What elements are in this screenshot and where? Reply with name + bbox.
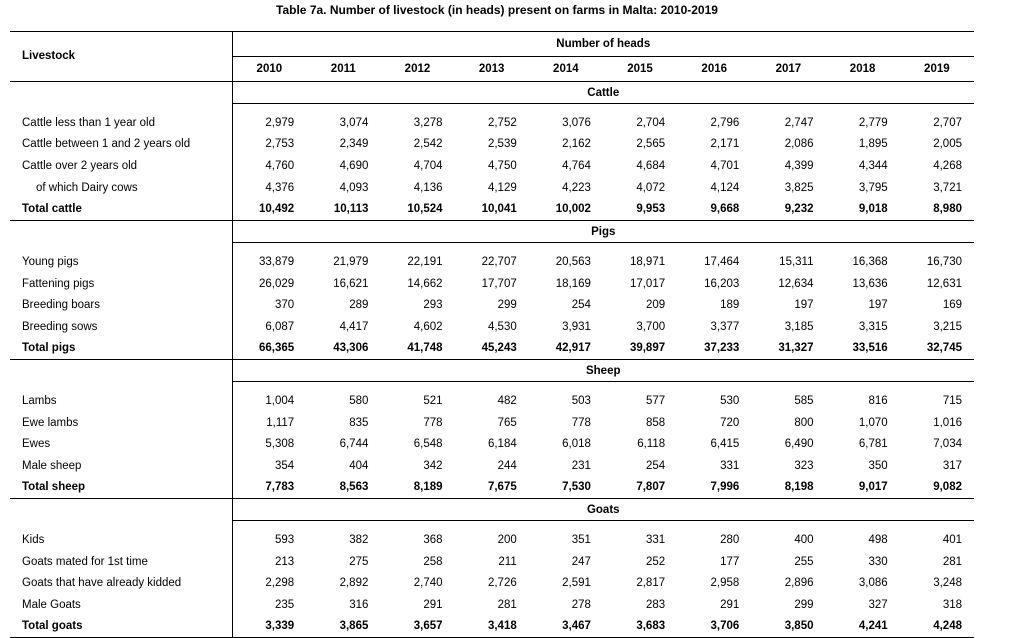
table-cell: 3,721 — [933, 181, 962, 194]
table-cell: 4,602 — [413, 320, 443, 333]
table-cell: 244 — [497, 459, 517, 472]
row-label: Kids — [10, 529, 232, 551]
row-label: Male sheep — [10, 455, 232, 477]
table-cell: 3,315 — [858, 320, 888, 333]
total-label: Total sheep — [10, 477, 232, 499]
table-cell: 6,184 — [487, 438, 517, 451]
table-cell: 765 — [497, 416, 517, 429]
total-cell: 10,113 — [306, 198, 380, 220]
total-cell: 10,041 — [455, 198, 529, 220]
table-cell: 585 — [794, 395, 814, 408]
table-cell: 5,308 — [265, 438, 295, 451]
total-cell: 10,492 — [232, 198, 306, 220]
table-row — [10, 134, 974, 156]
row-label: Breeding sows — [10, 316, 232, 338]
total-cell: 3,339 — [232, 616, 306, 638]
row-label: Young pigs — [10, 251, 232, 273]
section-title: Sheep — [232, 360, 974, 382]
year-header: 2012 — [380, 57, 454, 82]
section-title: Goats — [232, 499, 974, 521]
table-cell: 1,070 — [858, 416, 888, 429]
table-cell: 2,005 — [933, 138, 962, 151]
table-cell: 2,171 — [710, 138, 740, 151]
table-cell: 4,701 — [710, 160, 740, 173]
table-cell: 209 — [645, 299, 666, 312]
total-row — [10, 198, 974, 220]
row-label: Male Goats — [10, 594, 232, 616]
spacer-cell — [232, 382, 974, 391]
table-cell: 2,298 — [265, 577, 295, 590]
table-cell: 482 — [497, 395, 517, 408]
table-cell: 2,591 — [562, 577, 591, 590]
total-cell: 8,198 — [751, 477, 825, 499]
total-cell: 32,745 — [900, 338, 974, 360]
section-label-spacer — [10, 360, 232, 382]
table-cell: 18,971 — [629, 255, 666, 268]
row-label: Lambs — [10, 390, 232, 412]
table-cell: 2,753 — [265, 138, 295, 151]
total-cell: 4,248 — [900, 616, 974, 638]
total-cell: 7,807 — [603, 477, 677, 499]
section-spacer — [10, 382, 974, 391]
table-cell: 3,278 — [413, 116, 443, 129]
table-cell: 2,752 — [487, 116, 517, 129]
section-spacer — [10, 521, 974, 530]
table-cell: 404 — [349, 459, 369, 472]
total-cell: 9,232 — [751, 198, 825, 220]
table-cell: 2,162 — [562, 138, 591, 151]
row-label: Cattle over 2 years old — [10, 155, 232, 177]
section-title: Cattle — [232, 82, 974, 104]
table-cell: 291 — [423, 598, 443, 611]
table-cell: 318 — [942, 598, 962, 611]
total-cell: 3,706 — [677, 616, 751, 638]
table-cell: 715 — [942, 395, 962, 408]
total-cell: 9,668 — [677, 198, 751, 220]
total-cell: 7,530 — [529, 477, 603, 499]
table-cell: 177 — [720, 555, 740, 568]
table-cell: 3,215 — [933, 320, 962, 333]
table-cell: 280 — [720, 534, 740, 547]
total-cell: 45,243 — [455, 338, 529, 360]
total-cell: 8,980 — [900, 198, 974, 220]
table-cell: 6,744 — [339, 438, 369, 451]
table-cell: 281 — [497, 598, 517, 611]
table-cell: 4,344 — [858, 160, 888, 173]
total-cell: 7,675 — [455, 477, 529, 499]
table-cell: 778 — [423, 416, 443, 429]
table-cell: 3,931 — [562, 320, 591, 333]
table-cell: 4,704 — [413, 160, 443, 173]
table-cell: 503 — [571, 395, 591, 408]
row-label: Goats that have already kidded — [10, 572, 232, 594]
table-cell: 720 — [720, 416, 740, 429]
table-cell: 3,825 — [784, 181, 814, 194]
section-header-row — [10, 360, 974, 382]
table-cell: 2,349 — [339, 138, 369, 151]
spacer-cell — [10, 104, 232, 113]
spacer-cell — [10, 243, 232, 252]
year-header: 2010 — [232, 57, 306, 82]
table-cell: 299 — [794, 598, 814, 611]
total-cell: 7,783 — [232, 477, 306, 499]
year-header: 2019 — [900, 57, 974, 82]
table-cell: 2,565 — [636, 138, 666, 151]
table-cell: 4,223 — [562, 181, 591, 194]
table-cell: 18,169 — [555, 277, 591, 290]
table-cell: 197 — [794, 299, 814, 312]
table-cell: 2,958 — [710, 577, 740, 590]
table-cell: 291 — [720, 598, 740, 611]
table-cell: 2,796 — [710, 116, 740, 129]
total-cell: 10,002 — [529, 198, 603, 220]
table-cell: 4,072 — [636, 181, 666, 194]
section-label-spacer — [10, 82, 232, 104]
table-cell: 498 — [868, 534, 888, 547]
table-cell: 800 — [794, 416, 814, 429]
section-spacer — [10, 104, 974, 113]
table-cell: 2,779 — [858, 116, 888, 129]
table-cell: 6,415 — [710, 438, 740, 451]
table-cell: 17,707 — [481, 277, 517, 290]
table-cell: 4,764 — [562, 160, 591, 173]
row-label: of which Dairy cows — [10, 177, 232, 199]
table-cell: 20,563 — [555, 255, 591, 268]
row-label: Cattle between 1 and 2 years old — [10, 134, 232, 156]
table-cell: 16,621 — [333, 277, 369, 290]
table-row — [10, 177, 974, 199]
table-cell: 26,029 — [259, 277, 295, 290]
table-row — [10, 112, 974, 134]
table-cell: 3,795 — [858, 181, 888, 194]
table-cell: 580 — [349, 395, 369, 408]
year-header: 2014 — [529, 57, 603, 82]
table-cell: 530 — [720, 395, 740, 408]
section-header-row — [10, 82, 974, 104]
spacer-cell — [232, 521, 974, 530]
table-cell: 6,018 — [562, 438, 591, 451]
table-cell: 252 — [645, 555, 666, 568]
total-cell: 9,953 — [603, 198, 677, 220]
table-cell: 382 — [349, 534, 369, 547]
table-cell: 317 — [942, 459, 962, 472]
table-cell: 17,464 — [704, 255, 740, 268]
section-label-spacer — [10, 221, 232, 243]
table-cell: 4,684 — [636, 160, 666, 173]
table-cell: 235 — [275, 598, 295, 611]
table-cell: 3,377 — [710, 320, 740, 333]
row-label: Goats mated for 1st time — [10, 551, 232, 573]
table-cell: 4,136 — [413, 181, 443, 194]
total-cell: 9,018 — [826, 198, 900, 220]
table-cell: 231 — [571, 459, 591, 472]
table-cell: 289 — [349, 299, 369, 312]
table-cell: 2,707 — [933, 116, 962, 129]
table-cell: 12,631 — [926, 277, 962, 290]
table-cell: 4,129 — [487, 181, 517, 194]
total-cell: 31,327 — [751, 338, 825, 360]
total-cell: 3,865 — [306, 616, 380, 638]
table-cell: 4,690 — [339, 160, 369, 173]
table-row — [10, 594, 974, 616]
total-row — [10, 616, 974, 638]
table-cell: 3,185 — [784, 320, 814, 333]
table-body — [10, 82, 974, 638]
table-cell: 293 — [423, 299, 443, 312]
section-label-spacer — [10, 499, 232, 521]
spacer-cell — [10, 382, 232, 391]
table-cell: 2,542 — [413, 138, 443, 151]
table-cell: 22,707 — [481, 255, 517, 268]
table-cell: 283 — [645, 598, 666, 611]
livestock-column-header: Livestock — [10, 32, 232, 82]
table-cell: 331 — [720, 459, 740, 472]
spacer-cell — [232, 104, 974, 113]
table-cell: 2,817 — [636, 577, 666, 590]
table-cell: 370 — [275, 299, 295, 312]
table-cell: 14,662 — [407, 277, 443, 290]
table-cell: 577 — [645, 395, 666, 408]
table-cell: 2,740 — [413, 577, 443, 590]
table-cell: 258 — [423, 555, 443, 568]
table-cell: 2,704 — [636, 116, 666, 129]
table-cell: 330 — [868, 555, 888, 568]
number-of-heads-header: Number of heads — [232, 32, 974, 57]
total-label: Total goats — [10, 616, 232, 638]
table-cell: 6,087 — [265, 320, 295, 333]
table-cell: 368 — [423, 534, 443, 547]
table-row — [10, 433, 974, 455]
table-cell: 169 — [942, 299, 962, 312]
spacer-cell — [232, 243, 974, 252]
table-title: Table 7a. Number of livestock (in heads) present on farms in Malta: 2010-2019 — [276, 3, 718, 17]
row-label: Cattle less than 1 year old — [10, 112, 232, 134]
table-row — [10, 294, 974, 316]
total-cell: 10,524 — [380, 198, 454, 220]
table-cell: 197 — [868, 299, 888, 312]
table-cell: 275 — [349, 555, 369, 568]
table-cell: 6,118 — [637, 438, 666, 451]
table-cell: 2,979 — [265, 116, 295, 129]
table-cell: 200 — [497, 534, 517, 547]
table-cell: 13,636 — [852, 277, 888, 290]
total-cell: 39,897 — [603, 338, 677, 360]
total-cell: 9,082 — [900, 477, 974, 499]
table-cell: 4,124 — [710, 181, 740, 194]
table-cell: 3,086 — [858, 577, 888, 590]
table-cell: 327 — [868, 598, 888, 611]
table-cell: 6,490 — [784, 438, 814, 451]
total-label: Total cattle — [10, 198, 232, 220]
section-spacer — [10, 243, 974, 252]
table-cell: 281 — [942, 555, 962, 568]
table-cell: 4,760 — [265, 160, 295, 173]
total-label: Total pigs — [10, 338, 232, 360]
table-row — [10, 551, 974, 573]
table-cell: 778 — [571, 416, 591, 429]
table-cell: 351 — [571, 534, 591, 547]
table-cell: 12,634 — [778, 277, 814, 290]
total-cell: 8,189 — [380, 477, 454, 499]
total-cell: 33,516 — [826, 338, 900, 360]
table-cell: 2,892 — [339, 577, 369, 590]
livestock-table — [10, 31, 974, 638]
table-cell: 3,074 — [339, 116, 369, 129]
total-cell: 3,683 — [603, 616, 677, 638]
table-cell: 4,093 — [339, 181, 369, 194]
table-cell: 2,747 — [784, 116, 814, 129]
table-cell: 816 — [868, 395, 888, 408]
table-cell: 6,548 — [413, 438, 443, 451]
section-header-row — [10, 221, 974, 243]
total-cell: 8,563 — [306, 477, 380, 499]
total-cell: 7,996 — [677, 477, 751, 499]
table-cell: 6,781 — [858, 438, 888, 451]
table-cell: 400 — [794, 534, 814, 547]
total-cell: 3,850 — [751, 616, 825, 638]
table-cell: 299 — [497, 299, 517, 312]
table-cell: 254 — [645, 459, 666, 472]
table-cell: 2,086 — [784, 138, 814, 151]
table-cell: 247 — [571, 555, 591, 568]
table-cell: 4,399 — [784, 160, 814, 173]
table-cell: 21,979 — [333, 255, 369, 268]
table-row — [10, 412, 974, 434]
section-title: Pigs — [232, 221, 974, 243]
table-cell: 835 — [349, 416, 369, 429]
table-cell: 1,004 — [265, 395, 295, 408]
table-cell: 3,076 — [562, 116, 591, 129]
table-cell: 350 — [868, 459, 888, 472]
table-cell: 593 — [275, 534, 295, 547]
table-cell: 211 — [498, 555, 517, 568]
table-cell: 2,726 — [487, 577, 517, 590]
table-cell: 1,895 — [858, 138, 888, 151]
table-cell: 254 — [571, 299, 591, 312]
table-cell: 16,203 — [704, 277, 740, 290]
table-cell: 7,034 — [933, 438, 962, 451]
table-cell: 22,191 — [407, 255, 443, 268]
table-cell: 278 — [571, 598, 591, 611]
total-row — [10, 477, 974, 499]
table-cell: 354 — [275, 459, 295, 472]
table-cell: 2,896 — [784, 577, 814, 590]
table-cell: 4,268 — [933, 160, 962, 173]
total-cell: 3,657 — [380, 616, 454, 638]
table-row — [10, 251, 974, 273]
total-cell: 3,467 — [529, 616, 603, 638]
table-cell: 15,311 — [779, 255, 814, 268]
table-row — [10, 572, 974, 594]
year-header: 2016 — [677, 57, 751, 82]
table-row — [10, 316, 974, 338]
year-header: 2018 — [826, 57, 900, 82]
total-cell: 66,365 — [232, 338, 306, 360]
table-cell: 521 — [423, 395, 443, 408]
table-cell: 401 — [942, 534, 962, 547]
table-cell: 331 — [645, 534, 666, 547]
table-cell: 316 — [349, 598, 369, 611]
total-cell: 3,418 — [455, 616, 529, 638]
table-cell: 1,016 — [933, 416, 962, 429]
table-cell: 4,376 — [265, 181, 295, 194]
total-cell: 43,306 — [306, 338, 380, 360]
total-cell: 37,233 — [677, 338, 751, 360]
table-cell: 4,417 — [339, 320, 369, 333]
table-cell: 4,750 — [487, 160, 517, 173]
total-cell: 41,748 — [380, 338, 454, 360]
table-row — [10, 529, 974, 551]
row-label: Ewes — [10, 433, 232, 455]
table-row — [10, 455, 974, 477]
row-label: Fattening pigs — [10, 273, 232, 295]
table-cell: 2,539 — [487, 138, 517, 151]
section-header-row — [10, 499, 974, 521]
total-cell: 4,241 — [826, 616, 900, 638]
total-row — [10, 338, 974, 360]
table-cell: 16,730 — [926, 255, 962, 268]
year-header: 2013 — [455, 57, 529, 82]
total-cell: 9,017 — [826, 477, 900, 499]
table-cell: 213 — [275, 555, 295, 568]
table-cell: 3,248 — [933, 577, 962, 590]
table-cell: 16,368 — [852, 255, 888, 268]
year-header: 2015 — [603, 57, 677, 82]
table-cell: 255 — [794, 555, 814, 568]
table-row — [10, 390, 974, 412]
table-cell: 4,530 — [487, 320, 517, 333]
table-cell: 3,700 — [636, 320, 666, 333]
year-header: 2011 — [306, 57, 380, 82]
total-cell: 42,917 — [529, 338, 603, 360]
table-cell: 33,879 — [259, 255, 295, 268]
table-row — [10, 155, 974, 177]
year-header: 2017 — [751, 57, 825, 82]
table-cell: 189 — [720, 299, 740, 312]
table-cell: 1,117 — [266, 416, 295, 429]
table-cell: 17,017 — [629, 277, 666, 290]
table-cell: 323 — [794, 459, 814, 472]
row-label: Ewe lambs — [10, 412, 232, 434]
table-row — [10, 273, 974, 295]
table-cell: 858 — [645, 416, 666, 429]
table-cell: 342 — [423, 459, 443, 472]
spacer-cell — [10, 521, 232, 530]
row-label: Breeding boars — [10, 294, 232, 316]
